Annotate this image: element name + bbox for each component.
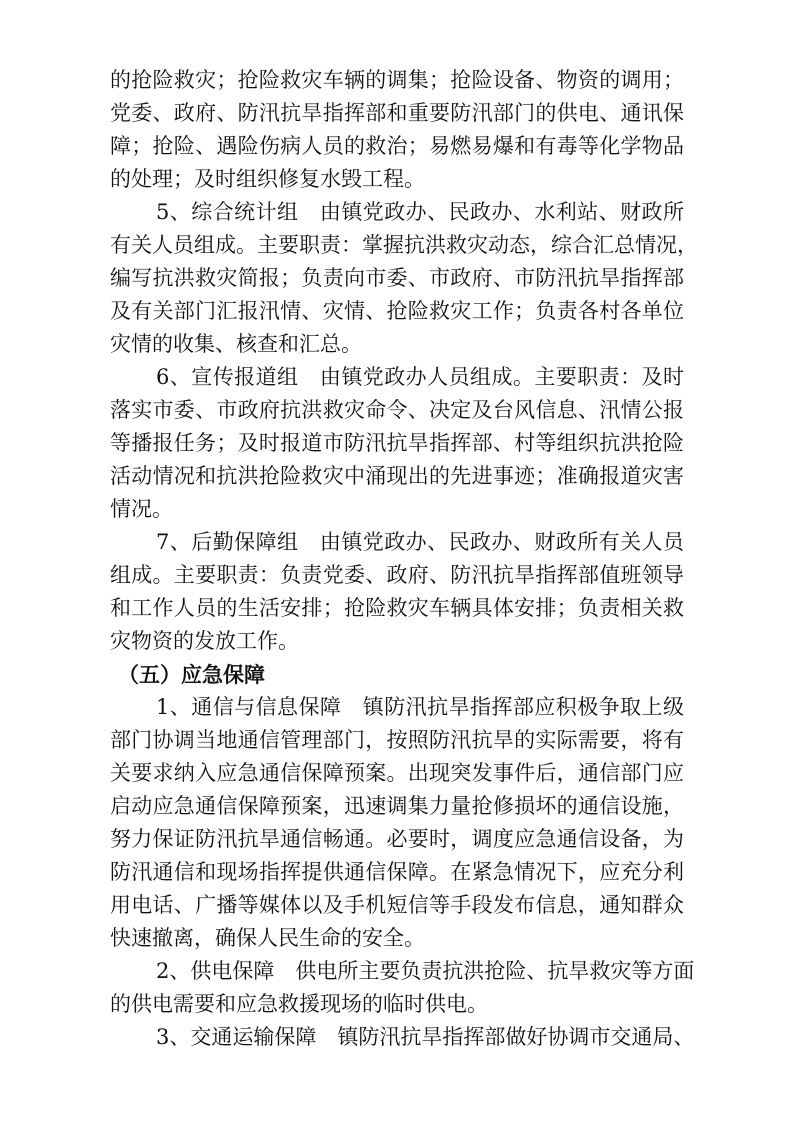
paragraph [110,64,684,196]
text-line: 2、供电保障 供电所主要负责抗洪抢险、抗旱救灾等方面 [156,959,695,983]
text-line: 和工作人员的生活安排；抢险救灾车辆具体安排；负责相关救 [110,596,684,620]
text-line: 的抢险救灾；抢险救灾车辆的调集；抢险设备、物资的调用； [110,68,684,92]
text-line: 灾物资的发放工作。 [110,629,299,653]
paragraph [110,691,684,955]
text-line: 落实市委、市政府抗洪救灾命令、决定及台风信息、汛情公报 [110,398,684,422]
text-line: 及有关部门汇报汛情、灾情、抢险救灾工作；负责各村各单位 [110,299,684,323]
text-line: 的处理；及时组织修复水毁工程。 [110,167,425,191]
text-line: 灾情的收集、核查和汇总。 [110,332,362,356]
text-line: 等播报任务；及时报道市防汛抗旱指挥部、村等组织抗洪抢险 [110,431,684,455]
text-line: 关要求纳入应急通信保障预案。出现突发事件后，通信部门应 [110,761,684,785]
paragraph [110,361,684,526]
text-line: 7、后勤保障组 由镇党政办、民政办、财政所有关人员 [156,530,684,554]
text-line: 编写抗洪救灾简报；负责向市委、市政府、市防汛抗旱指挥部 [110,266,684,290]
document-page [110,64,698,1054]
section-heading [110,658,684,691]
text-line: 组成。主要职责：负责党委、政府、防汛抗旱指挥部值班领导 [110,563,684,587]
paragraph [110,526,684,658]
text-line: 5、综合统计组 由镇党政办、民政办、水利站、财政所 [156,200,684,224]
text-line: 防汛通信和现场指挥提供通信保障。在紧急情况下，应充分利 [110,860,684,884]
text-line: 1、通信与信息保障 镇防汛抗旱指挥部应积极争取上级 [156,695,684,719]
text-line: 的供电需要和应急救援现场的临时供电。 [110,992,488,1016]
text-line: 快速撤离，确保人民生命的安全。 [110,926,425,950]
text-line: 部门协调当地通信管理部门，按照防汛抗旱的实际需要，将有 [110,728,684,752]
text-line: 活动情况和抗洪抢险救灾中涌现出的先进事迹；准确报道灾害 [110,464,684,488]
text-line: 努力保证防汛抗旱通信畅通。必要时，调度应急通信设备，为 [110,827,684,851]
text-line: 有关人员组成。主要职责：掌握抗洪救灾动态，综合汇总情况， [110,233,698,257]
text-line: 党委、政府、防汛抗旱指挥部和重要防汛部门的供电、通讯保 [110,101,684,125]
text-line: 启动应急通信保障预案，迅速调集力量抢修损坏的通信设施， [110,794,684,818]
text-line: 3、交通运输保障 镇防汛抗旱指挥部做好协调市交通局、 [156,1025,695,1049]
text-line: （五）应急保障 [118,662,265,687]
text-line: 6、宣传报道组 由镇党政办人员组成。主要职责：及时 [156,365,684,389]
paragraph [110,196,698,361]
text-line: 用电话、广播等媒体以及手机短信等手段发布信息，通知群众 [110,893,684,917]
paragraph [110,1021,695,1054]
text-line: 障；抢险、遇险伤病人员的救治；易燃易爆和有毒等化学物品 [110,134,684,158]
text-line: 情况。 [110,497,173,521]
paragraph [110,955,695,1021]
